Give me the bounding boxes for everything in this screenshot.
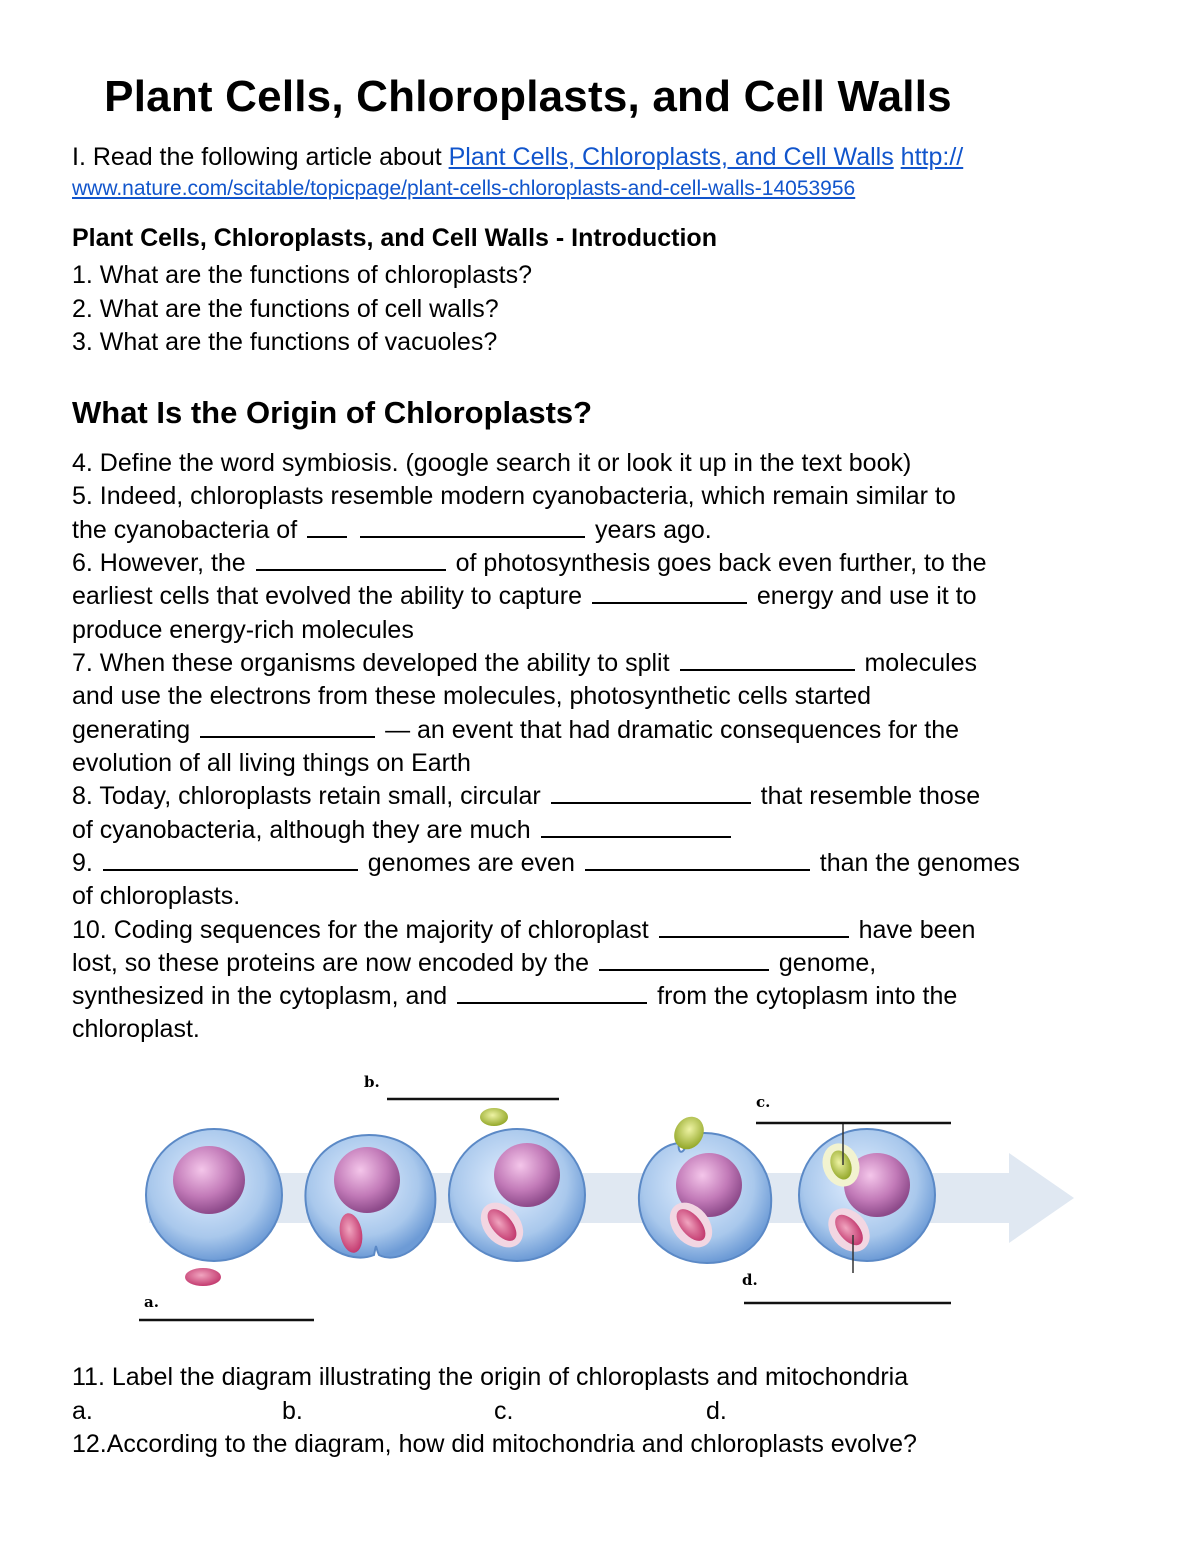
question-7-line3: generating — an event that had dramatic consequences for the [72, 716, 960, 744]
cell-2 [305, 1135, 435, 1258]
blank[interactable] [585, 847, 810, 871]
intro-text: I. Read the following article about [72, 143, 449, 171]
question-6-line2: earliest cells that evolved the ability to capture energy and use it to [72, 582, 977, 610]
blank[interactable] [457, 980, 647, 1004]
question-1: 1. What are the functions of chloroplasts? [72, 261, 532, 289]
blank[interactable] [103, 847, 358, 871]
question-9-line2: of chloroplasts. [72, 882, 241, 910]
question-10-line1: 10. Coding sequences for the majority of chloroplast have been [72, 916, 976, 944]
blank[interactable] [360, 514, 585, 538]
free-mitochondrion [185, 1268, 221, 1286]
cell-4 [639, 1111, 771, 1263]
question-3: 3. What are the functions of vacuoles? [72, 328, 498, 356]
answer-label-a: a. [72, 1397, 93, 1425]
blank[interactable] [256, 547, 446, 571]
blank[interactable] [307, 514, 347, 538]
cell-1 [146, 1129, 282, 1261]
question-8-line1: 8. Today, chloroplasts retain small, circular that resemble those [72, 782, 981, 810]
diagram-label-d: d. [742, 1271, 758, 1289]
answer-label-d: d. [706, 1397, 727, 1425]
article-url[interactable]: www.nature.com/scitable/topicpage/plant-cells-chloroplasts-and-cell-walls-14053956 [72, 177, 856, 200]
free-chloroplast [480, 1108, 508, 1126]
diagram-label-a: a. [144, 1293, 159, 1311]
blank[interactable] [200, 714, 375, 738]
question-10-line3: synthesized in the cytoplasm, and from the cytoplasm into the [72, 982, 958, 1010]
article-url-part1[interactable]: http:// [900, 143, 964, 171]
url-line [72, 172, 855, 205]
endosymbiosis-diagram [129, 1055, 1094, 1335]
answer-label-c: c. [494, 1397, 514, 1425]
answer-labels [72, 1395, 727, 1428]
question-5-line2: the cyanobacteria of years ago. [72, 516, 712, 544]
blank[interactable] [599, 947, 769, 971]
diagram-label-c: c. [756, 1093, 771, 1111]
cell-3 [449, 1129, 585, 1261]
question-10-line2: lost, so these proteins are now encoded by the genome, [72, 949, 877, 977]
answer-label-b: b. [282, 1397, 303, 1425]
question-6-line1: 6. However, the of photosynthesis goes back even further, to the [72, 549, 987, 577]
blank[interactable] [551, 780, 751, 804]
question-7-line4: evolution of all living things on Earth [72, 749, 471, 777]
question-9-line1: 9. genomes are even than the genomes [72, 849, 1020, 877]
blank[interactable] [659, 914, 849, 938]
question-12: 12.According to the diagram, how did mitochondria and chloroplasts evolve? [72, 1430, 917, 1458]
question-4: 4. Define the word symbiosis. (google search it or look it up in the text book) [72, 449, 912, 477]
blank[interactable] [592, 580, 747, 604]
page-title: Plant Cells, Chloroplasts, and Cell Walls [104, 72, 952, 121]
diagram-label-b: b. [364, 1073, 380, 1091]
section2-heading: What Is the Origin of Chloroplasts? [72, 395, 593, 430]
intro-line [72, 141, 963, 174]
question-11: 11. Label the diagram illustrating the origin of chloroplasts and mitochondria [72, 1363, 909, 1391]
section1-heading: Plant Cells, Chloroplasts, and Cell Walls - Introduction [72, 224, 717, 252]
question-7-line2: and use the electrons from these molecules, photosynthetic cells started [72, 682, 872, 710]
blank[interactable] [680, 647, 855, 671]
question-5-line1: 5. Indeed, chloroplasts resemble modern cyanobacteria, which remain similar to [72, 482, 956, 510]
question-8-line2: of cyanobacteria, although they are much [72, 814, 734, 847]
article-link[interactable]: Plant Cells, Chloroplasts, and Cell Walls [448, 143, 894, 171]
blank[interactable] [541, 814, 731, 838]
question-6-line3: produce energy-rich molecules [72, 616, 414, 644]
question-10-line4: chloroplast. [72, 1015, 200, 1043]
cell-5 [799, 1123, 935, 1273]
question-2: 2. What are the functions of cell walls? [72, 295, 499, 323]
question-7-line1: 7. When these organisms developed the ability to split molecules [72, 649, 978, 677]
